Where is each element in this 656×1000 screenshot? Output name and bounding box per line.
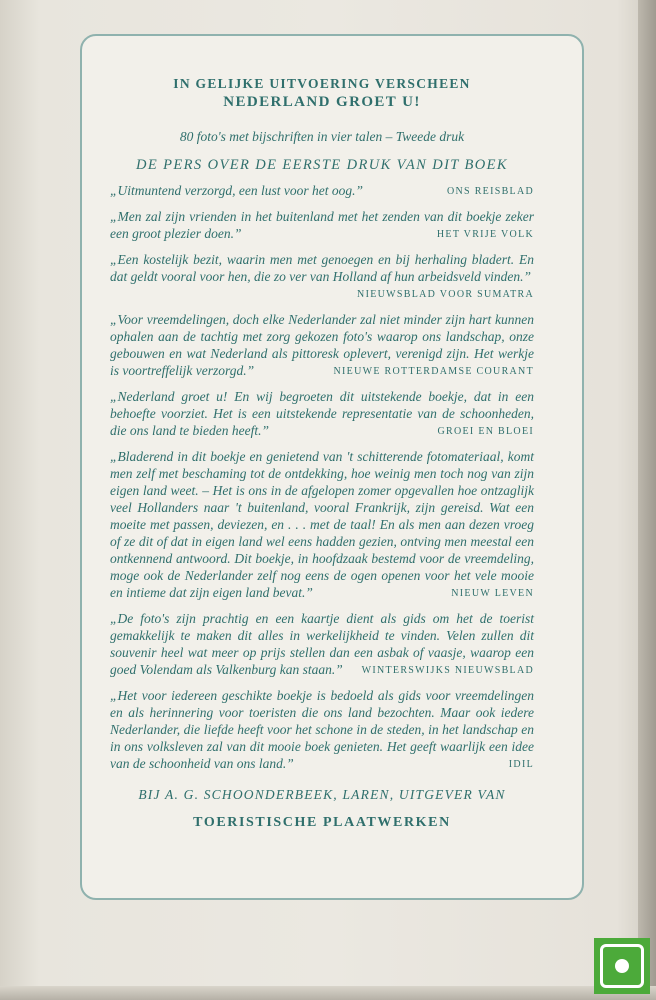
review-source: WINTERSWIJKS NIEUWSBLAD — [361, 665, 534, 676]
jacket-spine-edge — [638, 0, 656, 1000]
text-panel — [80, 34, 584, 900]
book-subtitle: 80 foto's met bijschriften in vier talen – Tweede druk — [179, 129, 465, 144]
review-text: „Nederland groet u! En wij begroeten dit uitstekende boekje, dat in een behoefte voorziet. Het is een uitstekende representatie van de schoonheden, die ons land te bieden heeft.” — [110, 389, 534, 438]
review-quote — [110, 182, 534, 200]
review-text: „Uitmuntend verzorgd, een lust voor het oog.” — [110, 183, 363, 198]
book-title: NEDERLAND GROET U! — [223, 94, 421, 110]
review-quote — [110, 687, 534, 773]
review-text: „De foto's zijn prachtig en een kaartje dient als gids om het de toerist gemakkelijk te maken dit alles in werkelijkheid te vinden. Velen zullen dit souvenir heel wat meer op prijs stellen dan een asbak of vaasje, waarop een goed Volendam als Valkenburg kan staan.” — [110, 611, 534, 677]
press-heading: DE PERS OVER DE EERSTE DRUK VAN DIT BOEK — [135, 157, 508, 173]
review-text: „Bladerend in dit boekje en genietend van 't schitterende fotomateriaal, komt men zelf met beschaming tot de ontdekking, hoe weinig men toch nog van zijn eigen land weet. – Het is ons in de afgelopen zomer opgevallen hoe ontzaglijk veel Hollanders naar 't buitenland, vooral Frankrijk, zijn gereisd. Wat een moeite met passen, deviezen, en . . . met de taal! En als men aan dezen vroeg of ze dit of dat in eigen land wel eens hadden gezien, ontving men meestal een ontkennend antwoord. Dit boekje, in hoofdzaak bestemd voor de vreemdeling, moge ook de Nederlander zelf nog eens de ogen openen voor het vele mooie en intieme dat zijn eigen land bevat.” — [110, 449, 534, 600]
review-source: NIEUWSBLAD VOOR SUMATRA — [357, 289, 534, 300]
review-quote — [110, 610, 534, 679]
review-source: GROEI EN BLOEI — [437, 426, 534, 437]
review-text: „Voor vreemdelingen, doch elke Nederlander zal niet minder zijn hart kunnen ophalen aan de tachtig met zorg gekozen foto's waarop ons landschap, onze gebouwen en wat Nederland als pittoresk oplevert, verenigd zijn. Het werkje is voortreffelijk verzorgd.” — [110, 312, 534, 378]
jacket-bottom-edge — [0, 986, 656, 1000]
publisher-line: BIJ A. G. SCHOONDERBEEK, LAREN, UITGEVER VAN — [138, 787, 506, 802]
review-source: IDIL — [508, 759, 534, 770]
review-text: „Het voor iedereen geschikte boekje is bedoeld als gids voor vreemdelingen en als herinnering voor toeristen die ons land bezochten. Maar ook iedere Nederlander, die liefde heeft voor het schone in de steden, in het landschap en in ons volksleven zal van dit mooie boek genieten. Het geeft waarlijk een idee van de schoonheid van ons land.” — [110, 688, 534, 771]
series-title: TOERISTISCHE PLAATWERKEN — [193, 815, 451, 830]
logo-dot — [615, 959, 629, 973]
review-source: HET VRIJE VOLK — [436, 229, 534, 240]
review-source: NIEUW LEVEN — [451, 588, 534, 599]
review-quote — [110, 208, 534, 243]
review-source: ONS REISBLAD — [447, 186, 534, 197]
review-text: „Men zal zijn vrienden in het buitenland met het zenden van dit boekje zeker een groot plezier doen.” — [110, 209, 534, 241]
intro-line: IN GELIJKE UITVOERING VERSCHEEN — [173, 76, 471, 91]
review-quote — [110, 311, 534, 380]
store-logo-icon — [594, 938, 650, 994]
review-source: NIEUWE ROTTERDAMSE COURANT — [333, 366, 534, 377]
review-text: „Een kostelijk bezit, waarin men met genoegen en bij herhaling bladert. En dat geldt vooral voor hen, die zo ver van Holland af hun arbeidsveld vinden.” — [110, 252, 534, 284]
review-quote — [110, 448, 534, 602]
review-quote — [110, 388, 534, 440]
review-quote — [110, 251, 534, 303]
panel-content — [110, 76, 534, 831]
